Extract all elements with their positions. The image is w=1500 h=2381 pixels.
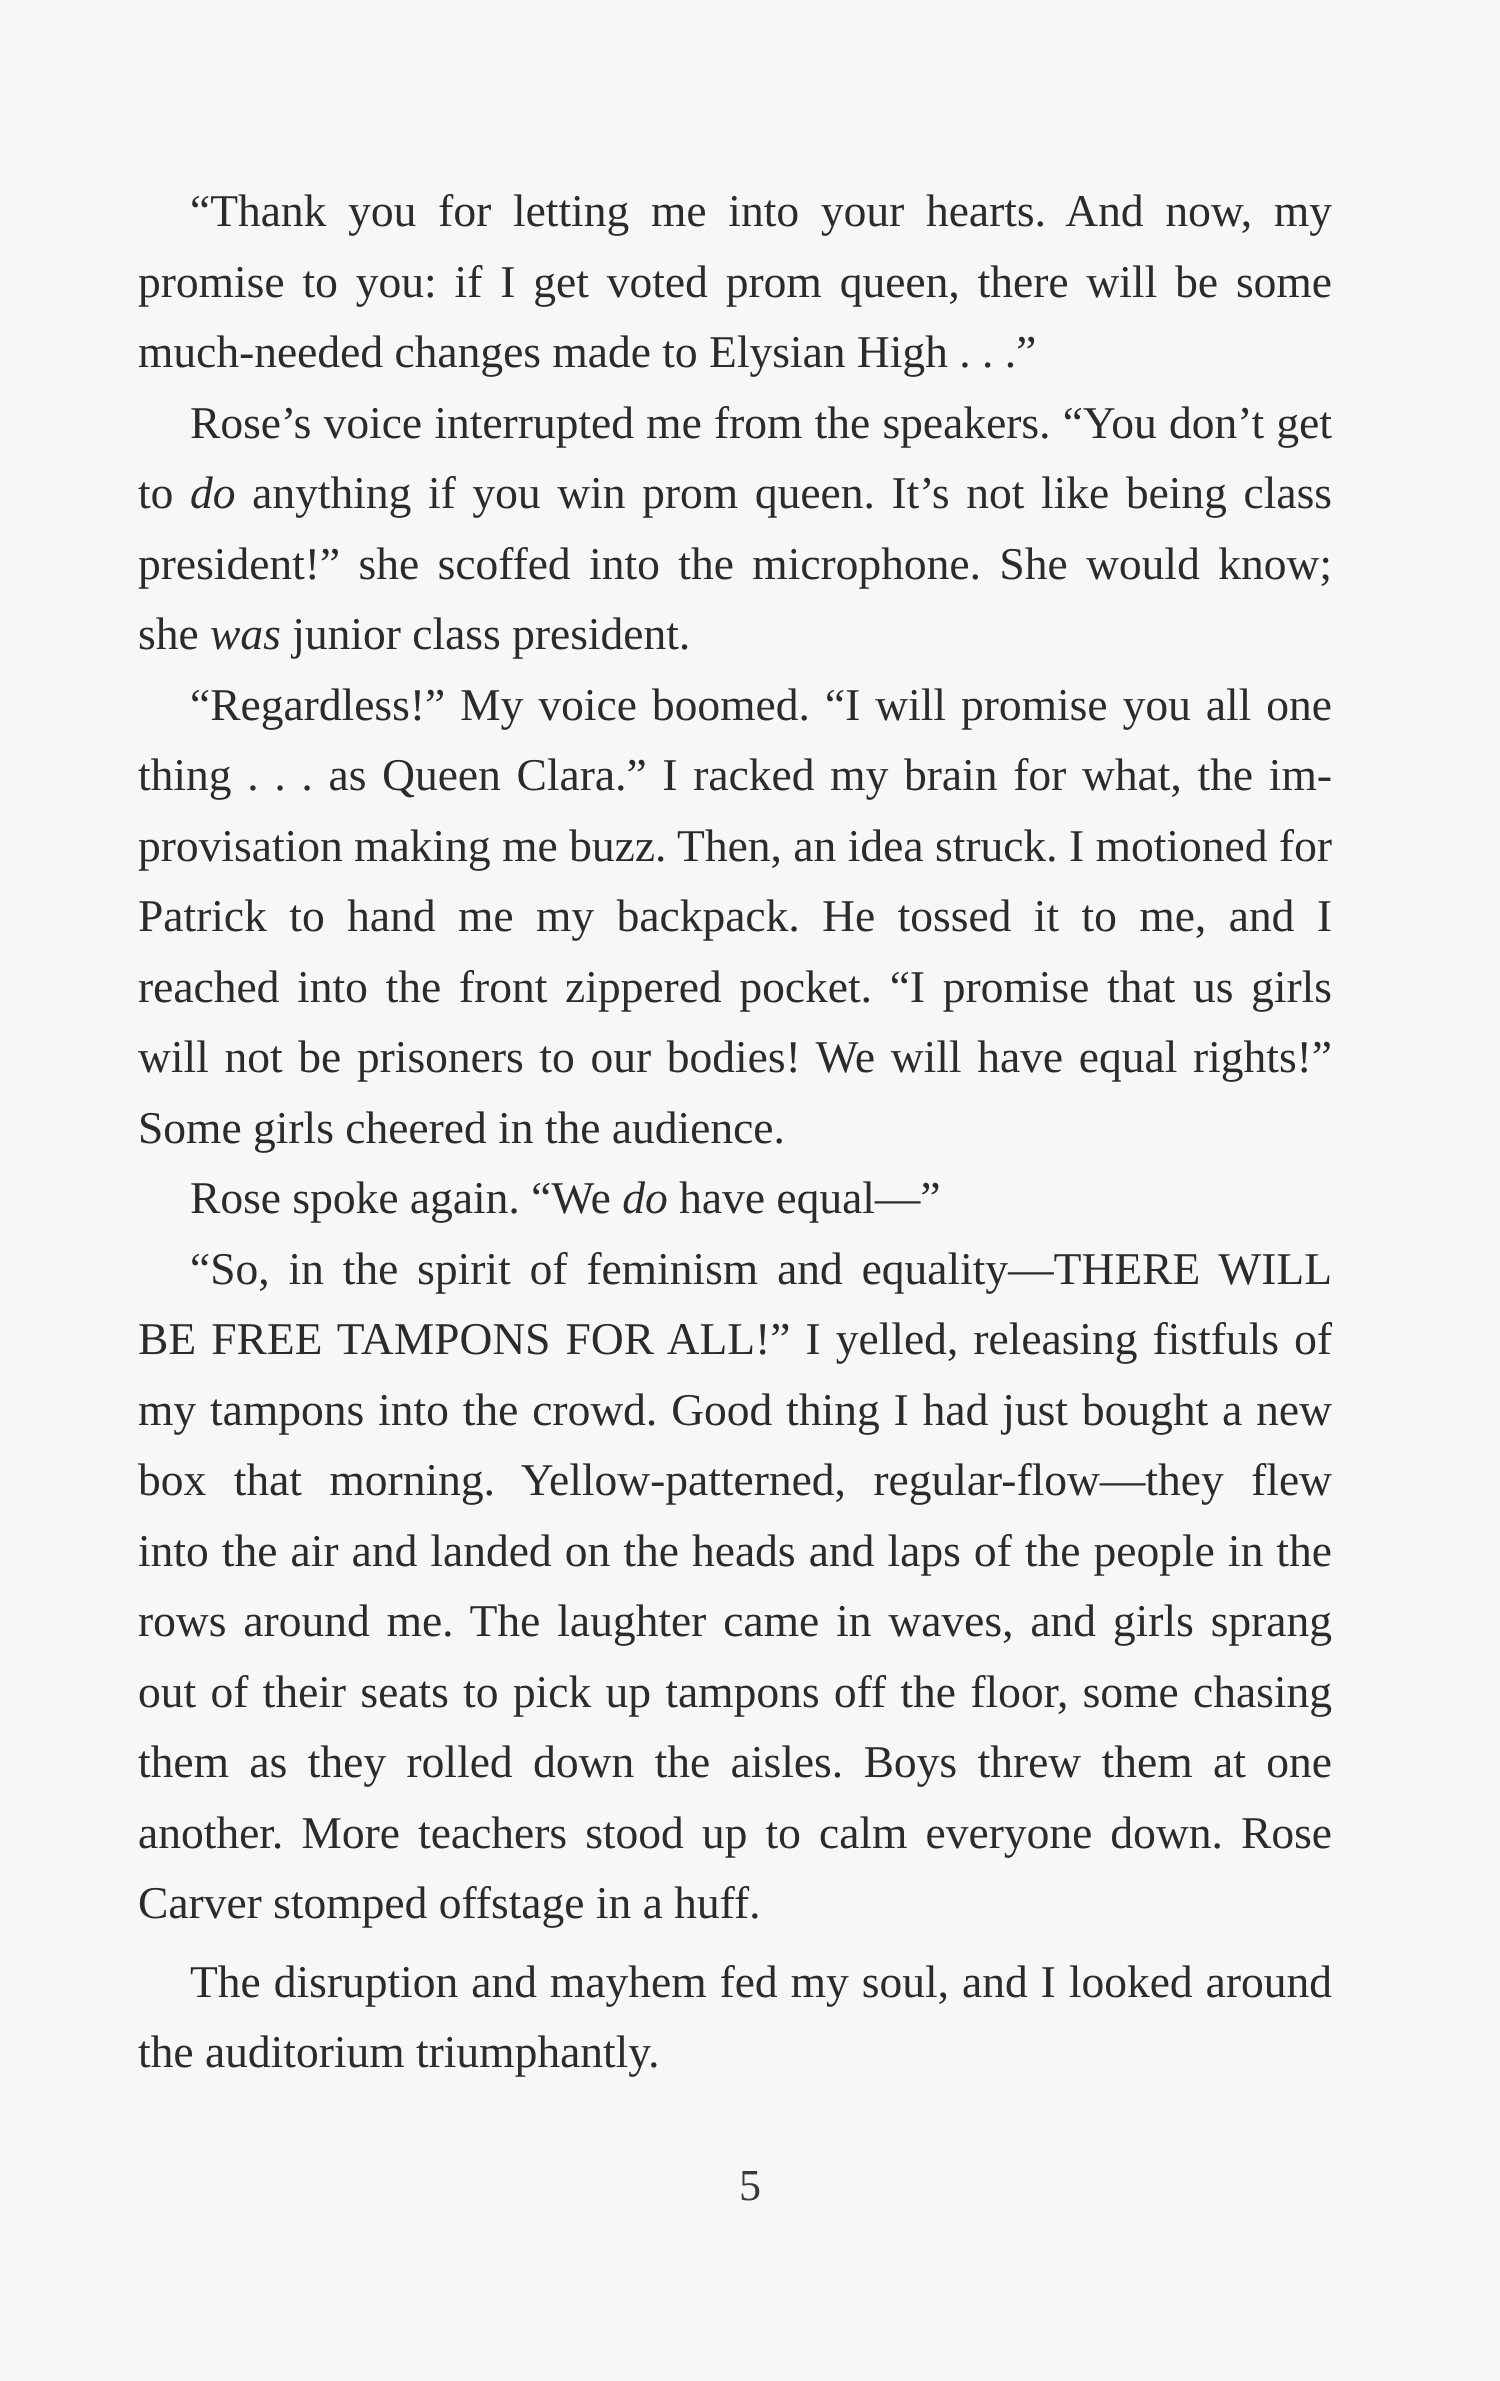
text-run: anything if you win prom queen. It’s not like being class president!” she scoffed into the microphone. She would know; she [138,467,1332,659]
paragraph-5 [138,1234,1332,1939]
body-text [138,176,1332,2088]
italic-run: was [210,608,281,659]
paragraph-6 [138,1947,1332,2088]
text-run: “Regardless!” My voice boomed. “I will promise you all one thing . . . as Queen Clara.” I racked my brain for what, the improvisation making me buzz. Then, an idea struck. I motioned for Patrick to hand me my backpack. He tossed it to me, and I reached into the front zippered pocket. “I promise that us girls will not be prisoners to our bodies! We will have equal rights!” Some girls cheered in the audience. [138,678,1332,1153]
paragraph-2 [138,388,1332,670]
text-run: have equal—” [667,1172,941,1223]
paragraph-3 [138,670,1332,1164]
paragraph-4 [138,1163,1332,1234]
text-run: junior class president. [280,608,691,659]
text-run: Rose spoke again. “We [190,1172,623,1223]
text-run: “Thank you for letting me into your hearts. And now, my promise to you: if I get voted prom queen, there will be some much-needed changes made to Elysian High . . .” [138,185,1332,377]
text-run: “So, in the spirit of feminism and equality—THERE WILL BE FREE TAMPONS FOR ALL!” I yelled, releasing fistfuls of my tampons into the crowd. Good thing I had just bought a new box that morning. Yellow-patterned, regular-flow—they flew into the air and landed on the heads and laps of the people in the rows around me. The laughter came in waves, and girls sprang out of their seats to pick up tampons off the floor, some chasing them as they rolled down the aisles. Boys threw them at one another. More teachers stood up to calm everyone down. Rose Carver stomped offstage in a huff. [138,1242,1332,1928]
text-run: Rose’s voice interrupted me from the speakers. “You don’t get to [138,396,1332,518]
page-number: 5 [739,2161,761,2210]
italic-run: do [190,467,236,518]
paragraph-1 [138,176,1332,388]
italic-run: do [622,1172,668,1223]
text-run: The disruption and mayhem fed my soul, and I looked around the auditorium triumphantly. [138,1955,1332,2077]
